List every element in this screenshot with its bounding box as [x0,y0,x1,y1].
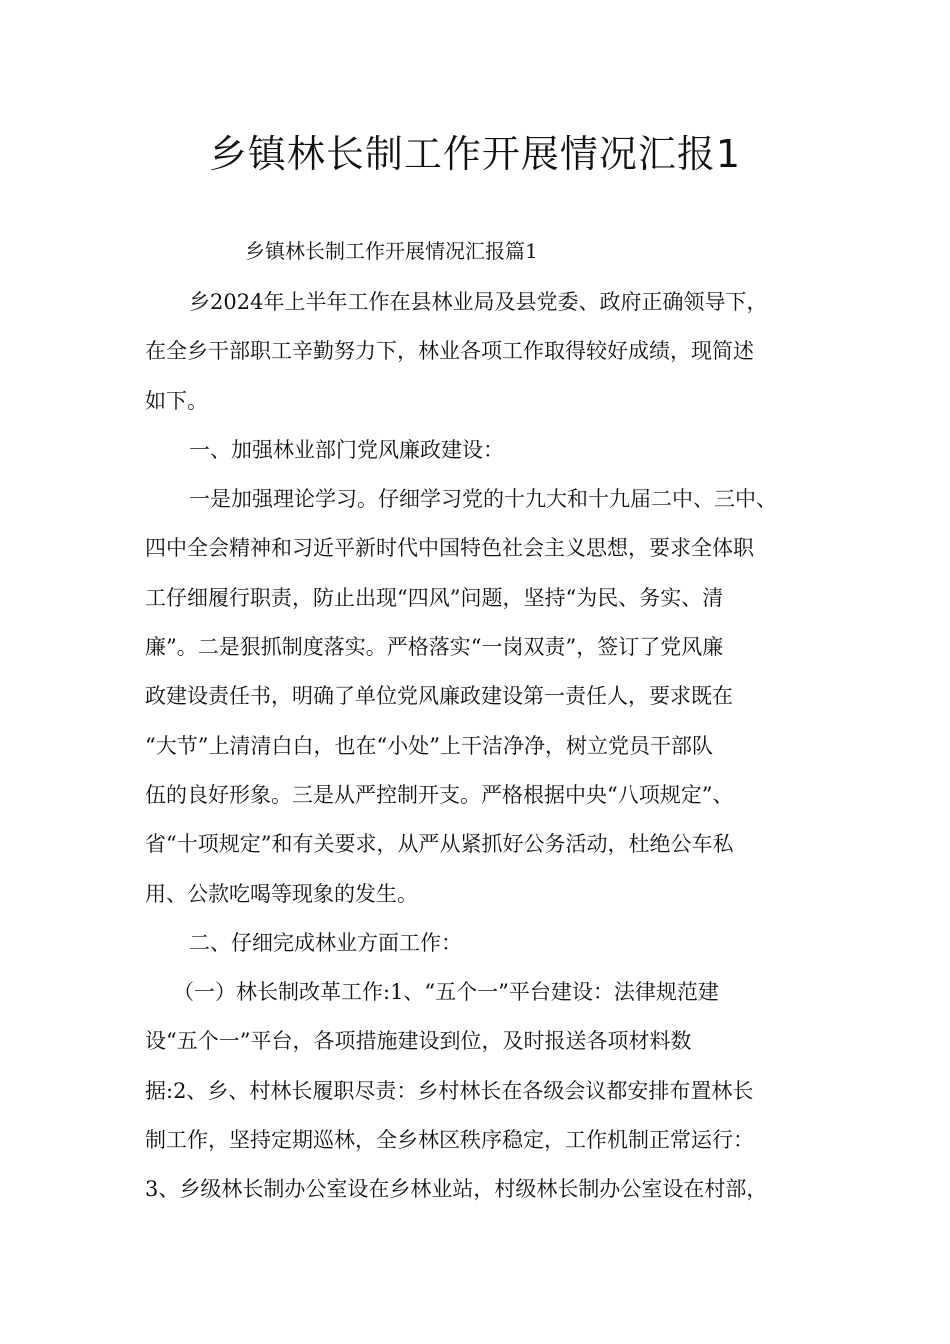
paragraph-line: 省“十项规定”和有关要求，从严从紧抓好公务活动，杜绝公车私 [145,832,734,857]
section-heading: 一、加强林业部门党风廉政建设： [189,437,504,462]
paragraph-line: “大节”上清清白白，也在“小处”上干洁净净，树立党员干部队 [145,733,713,758]
paragraph-line: 工仔细履行职责，防止出现“四风”问题，坚持“为民、务实、清 [145,585,724,610]
paragraph-line: 廉”。二是狠抓制度落实。严格落实“一岗双责”，签订了党风廉 [145,635,724,660]
paragraph-line: 一是加强理论学习。仔细学习党的十九大和十九届二中、三中、 [189,487,777,512]
paragraph-line: 设“五个一”平台，各项措施建设到位，及时报送各项材料数 [145,1029,692,1054]
paragraph-line: 制工作，坚持定期巡林，全乡林区秩序稳定，工作机制正常运行： [145,1128,754,1153]
section-heading: 二、仔细完成林业方面工作： [189,930,462,955]
paragraph-line: 乡2024年上半年工作在县林业局及县党委、政府正确领导下， [189,290,768,314]
document-body [145,284,815,1221]
paragraph-line: 政建设责任书，明确了单位党风廉政建设第一责任人，要求既在 [145,684,733,709]
paragraph-line: 四中全会精神和习近平新时代中国特色社会主义思想，要求全体职 [145,536,754,561]
document-subtitle: 乡镇林长制工作开展情况汇报篇1 [245,239,538,263]
paragraph-line: 在全乡干部职工辛勤努力下，林业各项工作取得较好成绩，现简述 [145,339,754,364]
paragraph-line: 伍的良好形象。三是从严控制开支。严格根据中央“八项规定”、 [145,782,734,807]
paragraph-line: （一）林长制改革工作:1、“五个一”平台建设：法律规范建 [173,980,719,1005]
paragraph-line: 用、公款吃喝等现象的发生。 [145,881,418,906]
document-title: 乡镇林长制工作开展情况汇报1 [208,132,742,176]
paragraph-line: 据:2、乡、村林长履职尽责：乡村林长在各级会议都安排布置林长 [145,1078,754,1103]
paragraph-line: 如下。 [145,388,208,413]
paragraph-line: 3、乡级林长制办公室设在乡林业站，村级林长制办公室设在村部， [145,1177,768,1202]
